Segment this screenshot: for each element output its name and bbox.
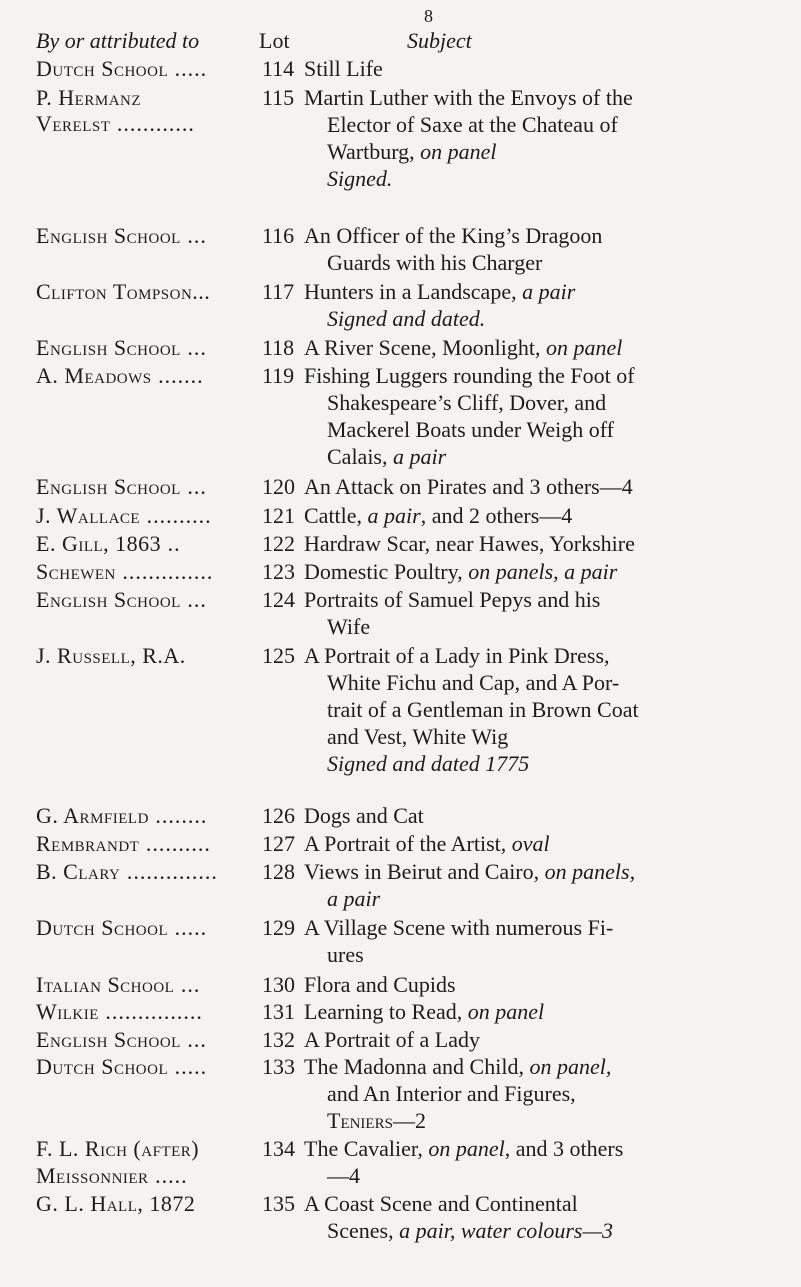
subject-text: Portraits of Samuel Pepys and his Wife [304,587,601,639]
artist-name: G. L. Hall, 1872 [36,1191,196,1216]
subject-text: Flora and Cupids [304,972,456,997]
subject-text: Learning to Read, on panel [304,999,545,1024]
subject-text: Fishing Luggers rounding the Foot of Shakespeare’s Cliff, Dover, and Mackerel Boats under Weigh off Calais, a pair [304,363,635,469]
artist-name: J. Russell, R.A. [36,643,186,668]
subject-text: A Portrait of a Lady in Pink Dress, White Fichu and Cap, and A Por- trait of a Gentleman in Brown Coat and Vest, White Wig Signed and dated 1775 [304,643,639,776]
lot-number: 114 [262,56,295,81]
lot-number: 121 [262,503,295,528]
subject-text: Dogs and Cat [304,803,424,828]
lot-number: 129 [262,915,295,940]
artist-name: English School ... [36,474,207,499]
artist-name: Dutch School ..... [36,915,208,940]
lot-number: 126 [262,803,295,828]
artist-name: English School ... [36,335,207,360]
artist-name: B. Clary .............. [36,859,218,884]
artist-name: English School ... [36,1027,207,1052]
artist-name: Wilkie ............... [36,999,203,1024]
lot-number: 125 [262,643,295,668]
lot-number: 134 [262,1136,295,1161]
lot-number: 123 [262,559,295,584]
lot-number: 120 [262,474,295,499]
lot-number: 132 [262,1027,295,1052]
subject-text: A Portrait of the Artist, oval [304,831,550,856]
artist-name: G. Armfield ........ [36,803,208,828]
lot-number: 133 [262,1054,295,1079]
subject-text: Domestic Poultry, on panels, a pair [304,559,618,584]
artist-name: J. Wallace .......... [36,503,212,528]
artist-name: E. Gill, 1863 .. [36,531,181,556]
subject-text: Cattle, a pair, and 2 others—4 [304,503,573,528]
lot-number: 127 [262,831,295,856]
lot-number: 128 [262,859,295,884]
lot-number: 131 [262,999,295,1024]
subject-text: Hunters in a Landscape, a pair Signed and dated. [304,279,576,331]
lot-number: 118 [262,335,295,360]
artist-name: Verelst ............ [36,111,195,136]
subject-text: Views in Beirut and Cairo, on panels, a pair [304,859,636,911]
subject-text: A Village Scene with numerous Fi- ures [304,915,614,967]
artist-name: Rembrandt .......... [36,831,211,856]
subject-text: An Officer of the King’s Dragoon Guards with his Charger [304,223,603,275]
lot-number: 116 [262,223,295,248]
subject-text: The Cavalier, on panel, and 3 others —4 [304,1136,624,1188]
lot-number: 124 [262,587,295,612]
lot-number: 130 [262,972,295,997]
artist-name: Clifton Tompson... [36,279,211,304]
header-artist: By or attributed to [36,28,200,53]
artist-name: P. Hermanz [36,85,142,110]
lot-number: 135 [262,1191,295,1216]
artist-name: Italian School ... [36,972,201,997]
lot-number: 117 [262,279,295,304]
artist-name: Meissonnier ..... [36,1163,188,1188]
subject-text: An Attack on Pirates and 3 others—4 [304,474,633,499]
subject-text: Martin Luther with the Envoys of the Elector of Saxe at the Chateau of Wartburg, on panel Signed. [304,85,633,191]
subject-text: A River Scene, Moonlight, on panel [304,335,623,360]
lot-number: 115 [262,85,295,110]
artist-name: English School ... [36,223,207,248]
artist-name: English School ... [36,587,207,612]
artist-name: Dutch School ..... [36,56,208,81]
artist-name: F. L. Rich (after) [36,1136,200,1161]
subject-text: The Madonna and Child, on panel, and An Interior and Figures, Teniers—2 [304,1054,612,1133]
header-lot: Lot [259,28,290,53]
artist-name: A. Meadows ....... [36,363,204,388]
lot-number: 119 [262,363,295,388]
header-subject: Subject [407,28,472,53]
subject-text: A Portrait of a Lady [304,1027,480,1052]
subject-text: A Coast Scene and Continental Scenes, a pair, water colours—3 [304,1191,614,1243]
subject-text: Still Life [304,56,383,81]
subject-text: Hardraw Scar, near Hawes, Yorkshire [304,531,635,556]
page-number: 8 [424,6,433,26]
lot-number: 122 [262,531,295,556]
artist-name: Schewen .............. [36,559,214,584]
artist-name: Dutch School ..... [36,1054,208,1079]
